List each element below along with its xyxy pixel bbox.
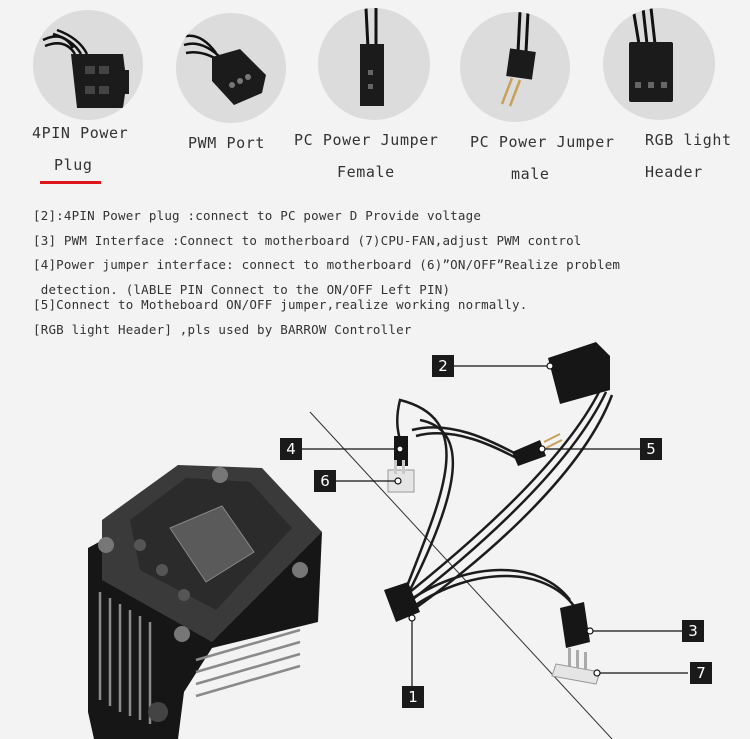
description-line: [4]Power jumper interface: connect to motherboard (6)”ON/OFF”Realize problem: [33, 257, 621, 272]
jumper-male-connector: [512, 440, 546, 466]
cable-bundle: [397, 390, 612, 612]
callout-badge-2: 2: [432, 355, 454, 377]
callout-badge-6: 6: [314, 470, 336, 492]
callout-badge-3: 3: [682, 620, 704, 642]
callout-badge-5: 5: [640, 438, 662, 460]
description-line: [5]Connect to Motheboard ON/OFF jumper,realize working normally.: [33, 297, 528, 312]
description-line: [2]:4PIN Power plug :connect to PC power D Provide voltage: [33, 208, 482, 223]
description-line: [RGB light Header] ,pls used by BARROW Controller: [33, 322, 412, 337]
callout-badge-7: 7: [690, 662, 712, 684]
description-line: detection. (lABLE PIN Connect to the ON/OFF Left PIN): [33, 282, 451, 297]
connector-label-molex: 4PIN Power: [32, 124, 129, 142]
callout-leaders: [302, 363, 688, 686]
connector-label-jumper-male: PC Power Jumper: [470, 133, 615, 151]
connector-label-jumper-female-line2: Female: [337, 163, 395, 181]
connector-label-rgb: RGB light: [645, 131, 732, 149]
connector-label-jumper-female: PC Power Jumper: [294, 131, 439, 149]
connector-label-pwm: PWM Port: [188, 134, 266, 152]
connector-label-rgb-line2: Header: [645, 163, 703, 181]
pwm-connector: [560, 602, 590, 648]
connector-label-jumper-male-line2: male: [511, 165, 550, 183]
molex-connector: [548, 342, 610, 404]
connector-label-molex-line2: Plug: [54, 156, 93, 174]
callout-badge-4: 4: [280, 438, 302, 460]
callout-badge-1: 1: [402, 686, 424, 708]
pump-block: [88, 465, 322, 739]
description-line: [3] PWM Interface :Connect to motherboard (7)CPU-FAN,adjust PWM control: [33, 233, 582, 248]
